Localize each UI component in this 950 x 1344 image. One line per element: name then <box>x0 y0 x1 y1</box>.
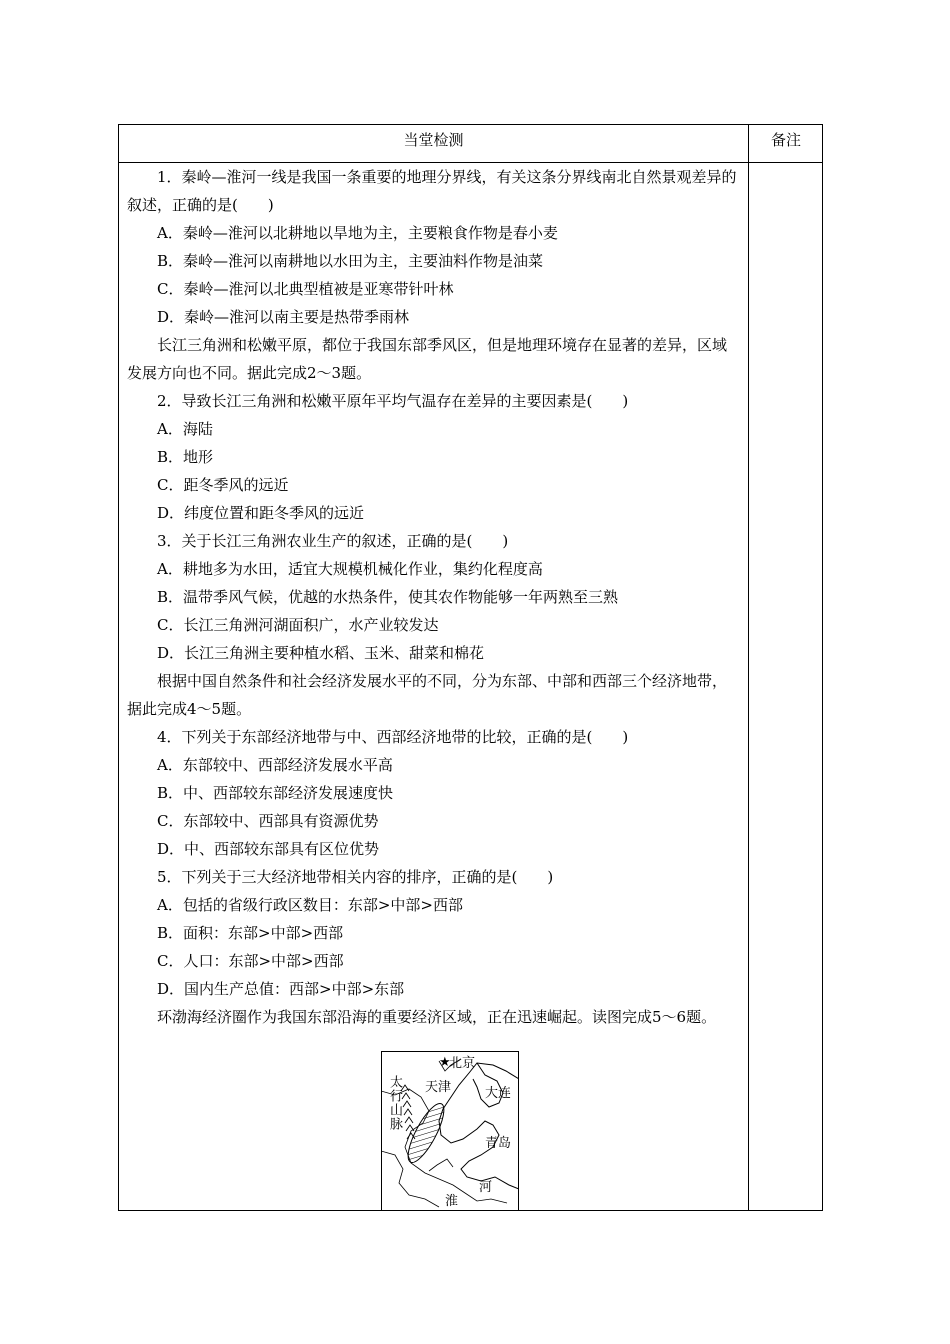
question-line: C．距冬季风的远近 <box>157 476 289 494</box>
exercise-table <box>118 124 823 1211</box>
column-divider <box>748 125 749 1210</box>
question-line: D．秦岭—淮河以南主要是热带季雨林 <box>157 308 410 326</box>
question-line: 4．下列关于东部经济地带与中、西部经济地带的比较，正确的是( ) <box>157 728 629 746</box>
table-header-main: 当堂检测 <box>403 131 464 149</box>
map-label-taihang: 太行山脉 <box>387 1075 402 1131</box>
map-label-qingdao: 青岛 <box>485 1136 512 1151</box>
map-label-dalian: 大连 <box>485 1086 512 1101</box>
question-line: A．包括的省级行政区数目：东部>中部>西部 <box>157 896 463 914</box>
map-label-river-huai: 淮 <box>445 1194 459 1209</box>
question-line: 5．下列关于三大经济地带相关内容的排序，正确的是( ) <box>157 868 554 886</box>
question-line: A．海陆 <box>157 420 213 438</box>
question-line: A．耕地多为水田，适宜大规模机械化作业，集约化程度高 <box>157 560 543 578</box>
question-line: C．秦岭—淮河以北典型植被是亚寒带针叶林 <box>157 280 454 298</box>
question-line: D．中、西部较东部具有区位优势 <box>157 840 380 858</box>
question-line: B．地形 <box>157 448 214 466</box>
question-line: D．国内生产总值：西部>中部>东部 <box>157 980 405 998</box>
question-line: 2．导致长江三角洲和松嫩平原年平均气温存在差异的主要因素是( ) <box>157 392 629 410</box>
bohai-rim-map <box>381 1051 519 1211</box>
question-paragraph: 长江三角洲和松嫩平原，都位于我国东部季风区，但是地理环境存在显著的差异，区域发展方向也不同。据此完成2～3题。 <box>127 336 728 382</box>
question-line: B．温带季风气候，优越的水热条件，使其农作物能够一年两熟至三熟 <box>157 588 619 606</box>
map-label-river-he: 河 <box>479 1180 493 1195</box>
question-line: C．东部较中、西部具有资源优势 <box>157 812 379 830</box>
question-line: C．人口：东部>中部>西部 <box>157 952 344 970</box>
question-line: D．长江三角洲主要种植水稻、玉米、甜菜和棉花 <box>157 644 485 662</box>
question-line: C．长江三角洲河湖面积广，水产业较发达 <box>157 616 439 634</box>
question-paragraph: 环渤海经济圈作为我国东部沿海的重要经济区域，正在迅速崛起。读图完成5～6题。 <box>157 1008 717 1026</box>
question-paragraph: 1．秦岭—淮河一线是我国一条重要的地理分界线，有关这条分界线南北自然景观差异的叙述，正确的是( ) <box>127 168 737 214</box>
map-label-beijing: 北京 <box>449 1056 476 1071</box>
beijing-star-icon: ★ <box>439 1055 451 1070</box>
question-line: B．中、西部较东部经济发展速度快 <box>157 784 394 802</box>
question-line: B．面积：东部>中部>西部 <box>157 924 344 942</box>
question-content <box>127 163 740 1031</box>
table-header-note: 备注 <box>770 131 801 149</box>
question-line: A．秦岭—淮河以北耕地以旱地为主，主要粮食作物是春小麦 <box>157 224 558 242</box>
question-paragraph: 根据中国自然条件和社会经济发展水平的不同，分为东部、中部和西部三个经济地带，据此完成4～5题。 <box>127 672 728 718</box>
question-line: 3．关于长江三角洲农业生产的叙述，正确的是( ) <box>157 532 509 550</box>
map-label-tianjin: 天津 <box>425 1080 452 1095</box>
question-line: B．秦岭—淮河以南耕地以水田为主，主要油料作物是油菜 <box>157 252 544 270</box>
question-line: D．纬度位置和距冬季风的远近 <box>157 504 365 522</box>
question-line: A．东部较中、西部经济发展水平高 <box>157 756 393 774</box>
